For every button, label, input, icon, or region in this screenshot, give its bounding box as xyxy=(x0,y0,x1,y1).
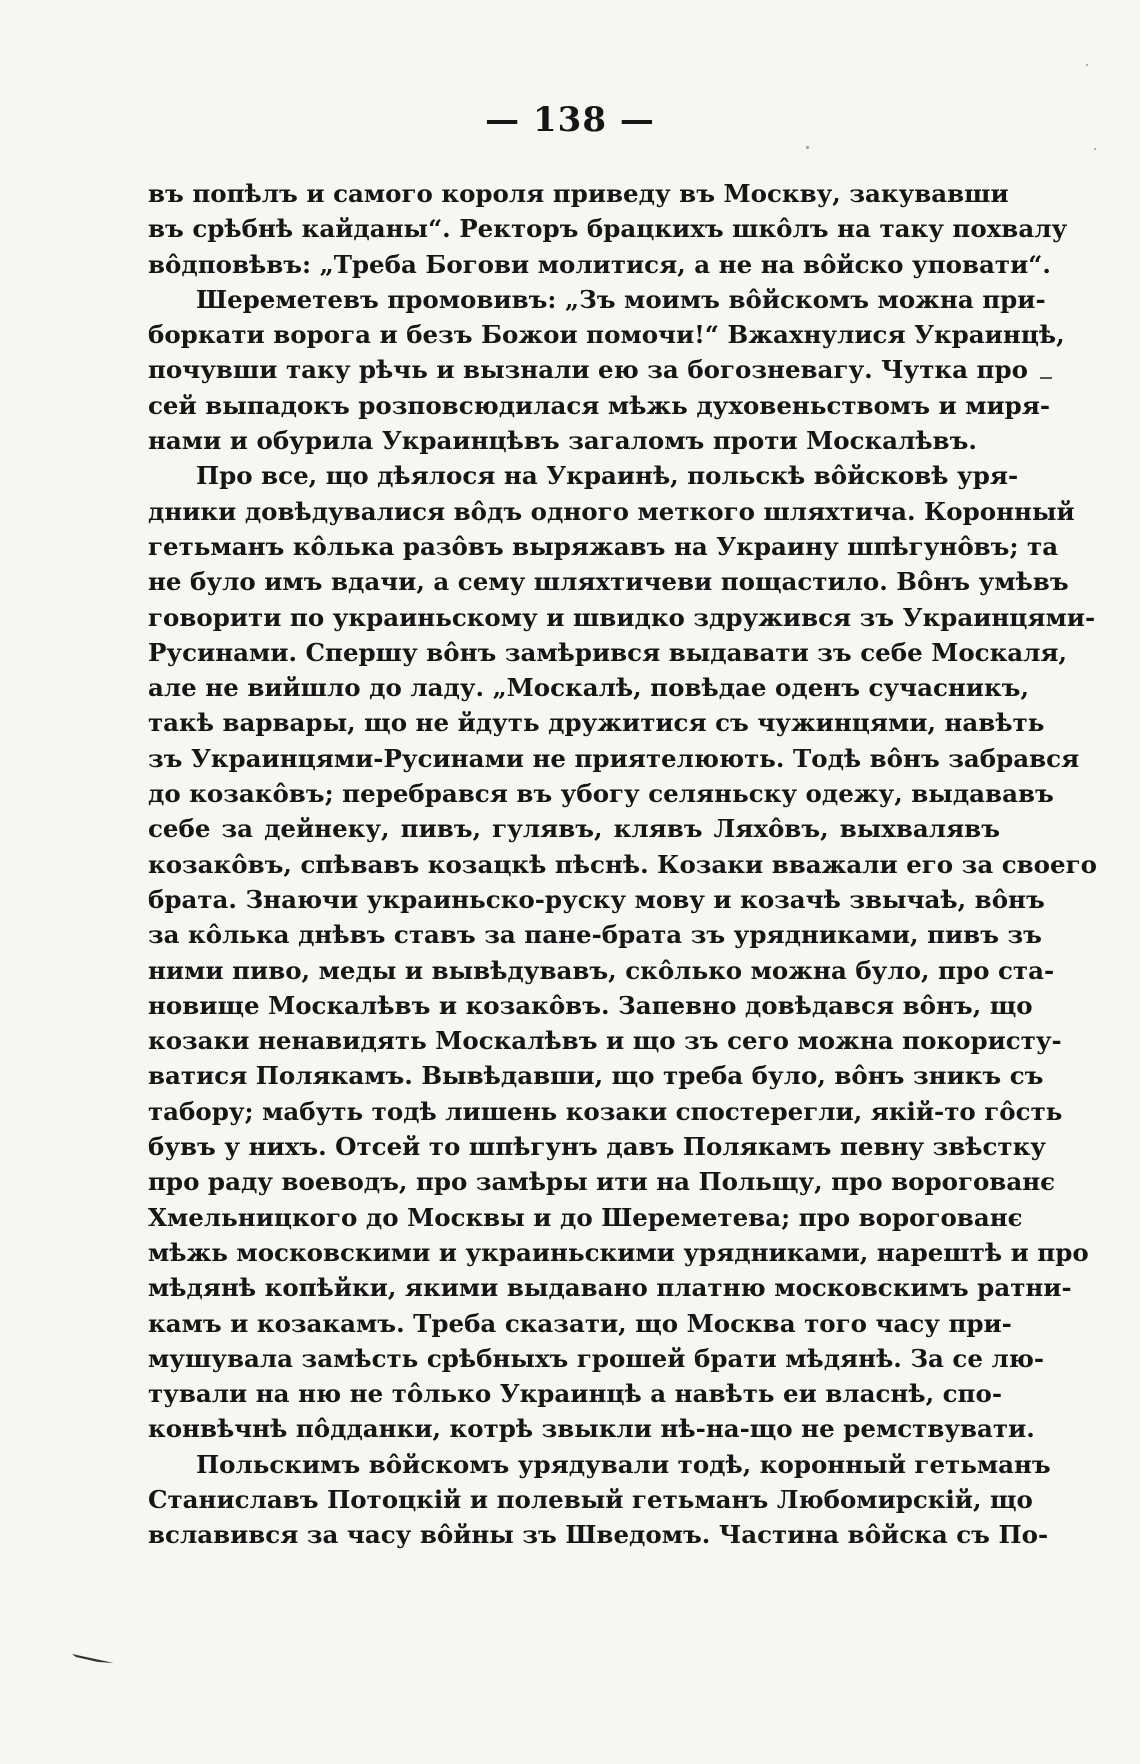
paper-speck xyxy=(1086,64,1088,66)
text-line: табору; мабуть тодѣ лишень козаки спостерегли, якій-то гôсть xyxy=(148,1096,1063,1126)
text-line: нами и обурила Украинцѣвъ загаломъ проти Москалѣвъ. xyxy=(148,426,977,456)
text-line: козакôвъ, спѣвавъ козацкѣ пѣснѣ. Козаки вважали его за своего xyxy=(148,849,1097,879)
text-line: мѣдянѣ копѣйки, якими выдавано платню московскимъ ратни- xyxy=(148,1273,1072,1303)
text-line: до козакôвъ; перебрався въ убогу селяньску одежу, выдававъ xyxy=(148,779,1054,809)
text-line: вславився за часу вôйны зъ Шведомъ. Частина вôйска съ По- xyxy=(148,1520,1049,1550)
text-line: Станиславъ Потоцкій и полевый гетьманъ Любомирскій, що xyxy=(148,1484,1033,1514)
paragraph-start-line: Шереметевъ промовивъ: „Зъ моимъ вôйскомъ можна при- xyxy=(196,284,1046,314)
paper-speck xyxy=(1094,148,1096,150)
page-number: — 138 — xyxy=(485,100,655,140)
text-line: мѣжь московскими и украиньскими урядниками, нарештѣ и про xyxy=(148,1237,1089,1267)
text-line: але не вийшло до ладу. „Москалѣ, повѣдае оденъ сучасникъ, xyxy=(148,673,1029,703)
text-line: въ попѣлъ и самого короля приведу въ Москву, закувавши xyxy=(148,179,1009,208)
text-line: козаки ненавидять Москалѣвъ и що зъ сего можна покористу- xyxy=(148,1026,1062,1056)
text-line: боркати ворога и безъ Божои помочи!“ Вжахнулися Украинцѣ, xyxy=(148,320,1065,350)
text-line: себе за дейнеку, пивъ, гулявъ, клявъ Ляхôвъ, выхвалявъ xyxy=(148,814,1000,844)
paragraph-start-line: Про все, що дѣялося на Украинѣ, польскѣ вôйсковѣ уря- xyxy=(196,461,1019,491)
text-line: такѣ варвары, що не йдуть дружитися съ чужинцями, навѣть xyxy=(148,708,1045,738)
text-line: зъ Украинцями-Русинами не приятелюють. Тодѣ вôнъ забрався xyxy=(148,743,1080,773)
text-line: говорити по украиньскому и швидко здружився зъ Украинцями- xyxy=(148,602,1096,632)
text-line: мушувала замѣсть срѣбныхъ грошей брати мѣдянѣ. За се лю- xyxy=(148,1343,1045,1373)
text-line: брата. Знаючи украиньско-руску мову и козачѣ звычаѣ, вôнъ xyxy=(148,884,1045,914)
text-line: вôдповѣвъ: „Треба Богови молитися, а не на вôйско уповати“. xyxy=(148,249,1051,279)
text-line: ватися Полякамъ. Вывѣдавши, що треба було, вôнъ зникъ съ xyxy=(148,1061,1044,1091)
ink-smudge-icon xyxy=(70,1652,116,1664)
text-line: бувъ у нихъ. Отсей то шпѣгунъ давъ Полякамъ певну звѣстку xyxy=(148,1132,1046,1162)
text-line: тували на ню не тôлько Украинцѣ а навѣть еи власнѣ, спо- xyxy=(148,1379,1002,1409)
text-line: новище Москалѣвъ и козакôвъ. Запевно довѣдався вôнъ, що xyxy=(148,990,1033,1020)
text-line: дники довѣдувалися вôдъ одного меткого шляхтича. Коронный xyxy=(148,496,1075,526)
text-line: камъ и козакамъ. Треба сказати, що Москва того часу при- xyxy=(148,1308,1012,1338)
text-line: не було имъ вдачи, а сему шляхтичеви пощастило. Вôнъ умѣвъ xyxy=(148,567,1069,597)
text-line: Русинами. Спершу вôнъ замѣрився выдавати зъ себе Москаля, xyxy=(148,637,1068,667)
text-line: сей выпадокъ розповсюдилася мѣжь духовеньствомъ и миря- xyxy=(148,390,1051,420)
text-line: про раду воеводъ, про замѣры ити на Польщу, про ворогованє xyxy=(148,1167,1056,1197)
margin-mark xyxy=(1040,377,1052,379)
text-line: Хмельницкого до Москвы и до Шереметева; про ворогованє xyxy=(148,1202,1023,1232)
text-line: почувши таку рѣчь и вызнали ею за богозневагу. Чутка про xyxy=(148,355,1028,385)
text-line: за кôлька днѣвъ ставъ за пане-брата зъ урядниками, пивъ зъ xyxy=(148,920,1042,950)
body-text xyxy=(148,176,1097,1553)
text-line: конвѣчнѣ пôдданки, котрѣ звыкли нѣ-на-що не ремствувати. xyxy=(148,1414,1035,1444)
paper-speck xyxy=(806,146,809,149)
text-line: въ срѣбнѣ кайданы“. Ректоръ брацкихъ шкôлъ на таку похвалу xyxy=(148,214,1068,244)
text-line: гетьманъ кôлька разôвъ выряжавъ на Украину шпѣгунôвъ; та xyxy=(148,531,1059,561)
text-line: ними пиво, меды и вывѣдувавъ, скôлько можна було, про ста- xyxy=(148,955,1055,985)
paragraph-start-line: Польскимъ вôйскомъ урядували тодѣ, коронный гетьманъ xyxy=(196,1449,1051,1479)
